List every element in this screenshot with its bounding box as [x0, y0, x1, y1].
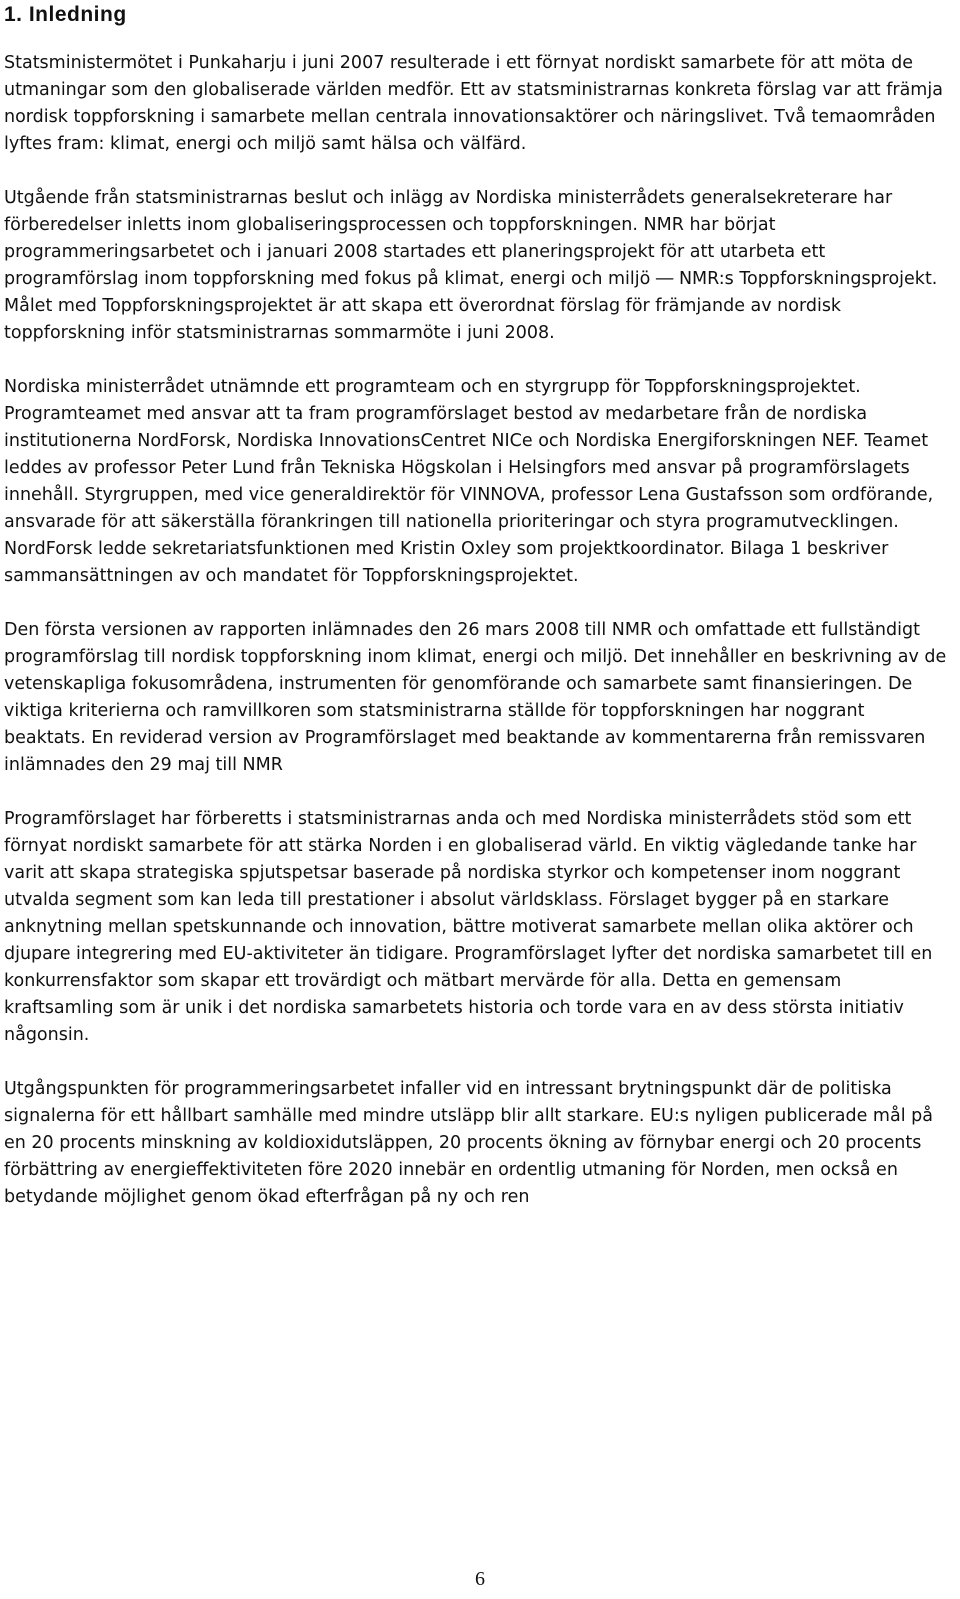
- paragraph: Den första versionen av rapporten inlämnades den 26 mars 2008 till NMR och omfattade ett fullständigt programförslag till nordisk toppforskning inom klimat, energi och miljö. Det innehåller en beskrivning av de vetenskapliga fokusområdena, instrumenten för genomförande och samarbete samt finansieringen. De viktiga kriterierna och ramvillkoren som statsministrarna ställde för toppforskningen har noggrant beaktats. En reviderad version av Programförslaget med beaktande av kommentarerna från remissvaren inlämnades den 29 maj till NMR: [4, 620, 947, 775]
- paragraph: Statsministermötet i Punkaharju i juni 2007 resulterade i ett förnyat nordiskt samarbete för att möta de utmaningar som den globaliserade världen medför. Ett av statsministrarnas konkreta förslag var att främja nordisk toppforskning i samarbete mellan centrala innovationsaktörer och näringslivet. Två temaområden lyftes fram: klimat, energi och miljö samt hälsa och välfärd.: [4, 53, 943, 154]
- paragraph: Utgående från statsministrarnas beslut och inlägg av Nordiska ministerrådets generalsekreterare har förberedelser inletts inom globaliseringsprocessen och toppforskningen. NMR har börjat programmeringsarbetet och i januari 2008 startades ett planeringsprojekt för att utarbeta ett programförslag inom toppforskning med fokus på klimat, energi och miljö ― NMR:s Toppforskningsprojekt. Målet med Toppforskningsprojektet är att skapa ett överordnat förslag för främjande av nordisk toppforskning inför statsministrarnas sommarmöte i juni 2008.: [4, 188, 938, 343]
- paragraph: Nordiska ministerrådet utnämnde ett programteam och en styrgrupp för Toppforskningsprojektet. Programteamet med ansvar att ta fram programförslaget bestod av medarbetare från de nordiska institutionerna NordForsk, Nordiska InnovationsCentret NICe och Nordiska Energiforskningen NEF. Teamet leddes av professor Peter Lund från Tekniska Högskolan i Helsingfors med ansvar på programförslagets innehåll. Styrgruppen, med vice generaldirektör för VINNOVA, professor Lena Gustafsson som ordförande, ansvarade för att säkerställa förankringen till nationella prioriteringar och styra programutvecklingen. NordForsk ledde sekretariatsfunktionen med Kristin Oxley som projektkoordinator. Bilaga 1 beskriver sammansättningen av och mandatet för Toppforskningsprojektet.: [4, 377, 934, 586]
- section-heading: 1. Inledning: [4, 3, 127, 26]
- page-number: 6: [475, 1568, 485, 1590]
- paragraph: Programförslaget har förberetts i statsministrarnas anda och med Nordiska ministerrådets stöd som ett förnyat nordiskt samarbete för att stärka Norden i en globaliserad värld. En viktig vägledande tanke har varit att skapa strategiska spjutspetsar baserade på nordiska styrkor och kompetenser inom noggrant utvalda segment som kan leda till prestationer i absolut världsklass. Förslaget bygger på en starkare anknytning mellan spetskunnande och innovation, bättre motiverat samarbete mellan olika aktörer och djupare integrering med EU-aktiviteter än tidigare. Programförslaget lyfter det nordiska samarbetet till en konkurrensfaktor som skapar ett trovärdigt och mätbart mervärde för alla. Detta en gemensam kraftsamling som är unik i det nordiska samarbetets historia och torde vara en av dess största initiativ någonsin.: [4, 809, 933, 1045]
- paragraph: Utgångspunkten för programmeringsarbetet infaller vid en intressant brytningspunkt där de politiska signalerna för ett hållbart samhälle med mindre utsläpp blir allt starkare. EU:s nyligen publicerade mål på en 20 procents minskning av koldioxidutsläppen, 20 procents ökning av förnybar energi och 20 procents förbättring av energieffektiviteten före 2020 innebär en ordentlig utmaning för Norden, men också en betydande möjlighet genom ökad efterfrågan på ny och ren: [4, 1079, 933, 1207]
- document-page: [4, 0, 948, 1211]
